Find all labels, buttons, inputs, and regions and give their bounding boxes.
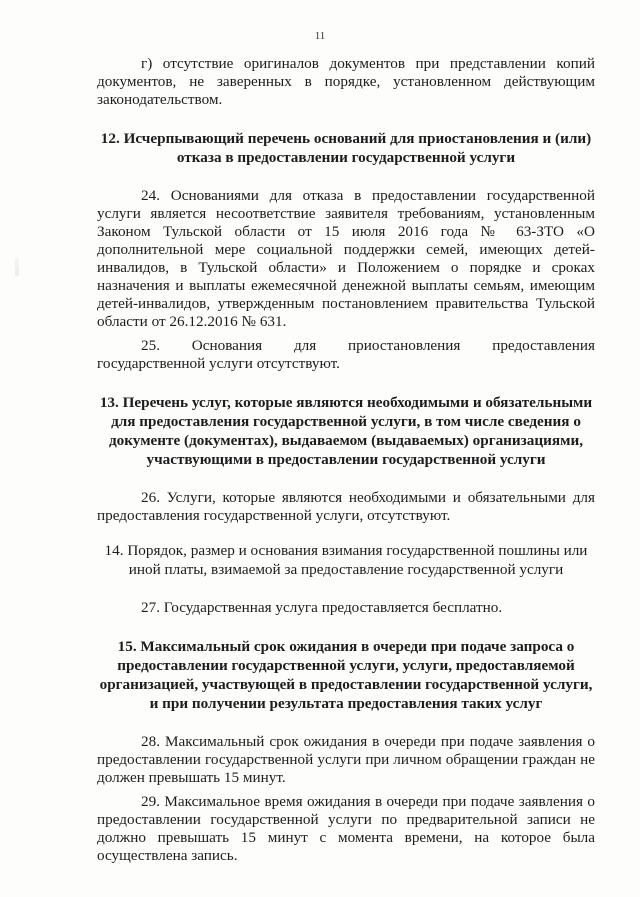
section-heading-13: 13. Перечень услуг, которые являются необходимыми и обязательными для предоставления государственной услуги, в том числе сведения о документе (документах), выдаваемом (выдаваемых) организациями, участвующими в предоставлении государственной услуги [99, 394, 593, 468]
section-heading-12: 12. Исчерпывающий перечень оснований для приостановления и (или) отказа в предоставлении государственной услуги [100, 130, 592, 166]
section-heading-14: 14. Порядок, размер и основания взимания государственной пошлины или иной платы, взимаемой за предоставление государственной услуги [104, 542, 588, 578]
document-body [97, 55, 595, 865]
paragraph-27: 27. Государственная услуга предоставляется бесплатно. [141, 599, 503, 616]
paragraph-28: 28. Максимальный срок ожидания в очереди при подаче заявления о предоставлении государственной услуги при личном обращении граждан не должен превышать 15 минут. [97, 733, 595, 786]
section-heading-15: 15. Максимальный срок ожидания в очереди при подаче запроса о предоставлении государственной услуги, услуги, предоставляемой организацией, участвующей в предоставлении государственной услуги, и при получении результата предоставления таких услуг [99, 638, 593, 712]
paragraph-g: г) отсутствие оригиналов документов при представлении копий документов, не заверенных в порядке, установленном действующим законодательством. [97, 55, 595, 108]
paragraph-24: 24. Основаниями для отказа в предоставлении государственной услуги является несоответствие заявителя требованиям, установленным Законом Тульской области от 15 июля 2016 года № 63-ЗТО «О дополнительной мере социальной поддержки семей, имеющих детей-инвалидов, в Тульской области» и Положением о порядке и сроках назначения и выплаты ежемесячной денежной выплаты семьям, имеющим детей-инвалидов, утвержденным постановлением правительства Тульской области от 26.12.2016 № 631. [97, 187, 595, 330]
scan-mark [15, 258, 19, 276]
paragraph-26: 26. Услуги, которые являются необходимыми и обязательными для предоставления государственной услуги, отсутствуют. [97, 489, 595, 524]
page-number: 11 [314, 30, 326, 42]
paragraph-25: 25. Основания для приостановления предоставления государственной услуги отсутствуют. [97, 337, 595, 372]
paragraph-29: 29. Максимальное время ожидания в очереди при подаче заявления о предоставлении государственной услуги по предварительной записи не должно превышать 15 минут с момента времени, на которое была осуществлена запись. [97, 793, 595, 864]
